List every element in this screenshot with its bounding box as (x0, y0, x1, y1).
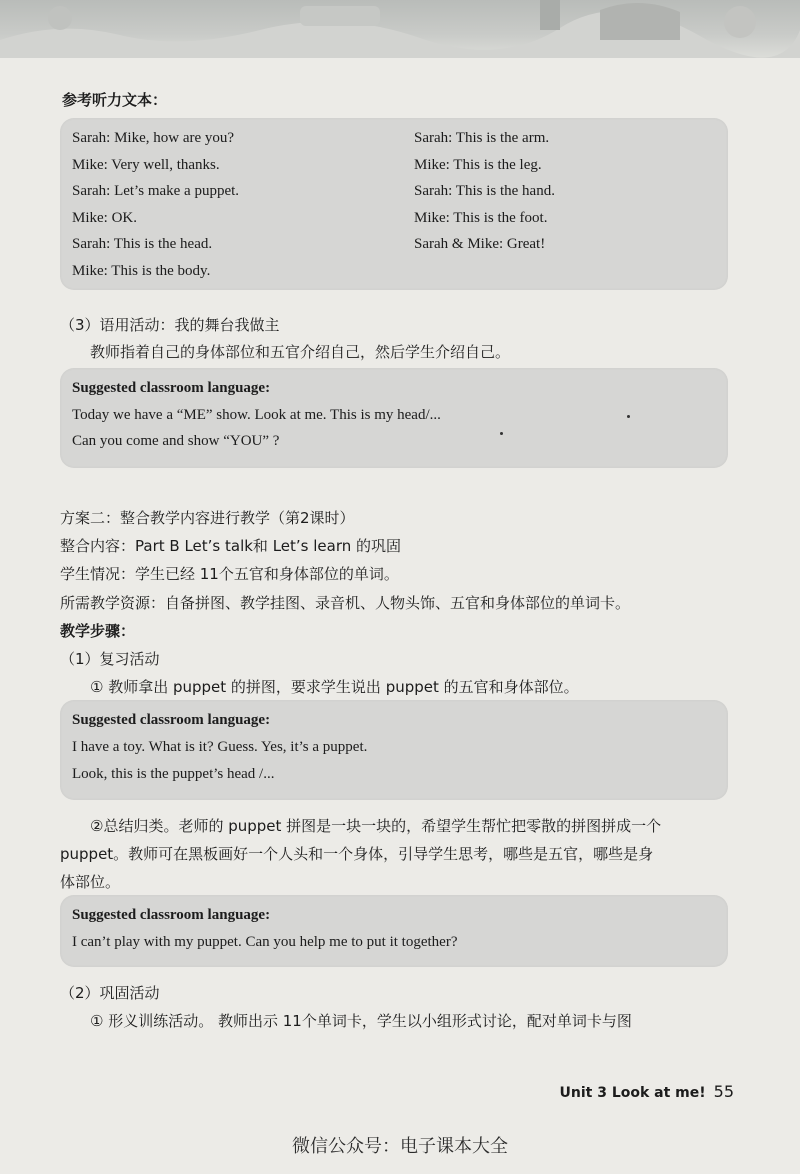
activity3-title: （3）语用活动：我的舞台我做主 (60, 316, 280, 334)
watermark-text: 微信公众号：电子课本大全 (292, 1136, 508, 1157)
step2-title: （2）巩固活动 (60, 984, 160, 1002)
activity3-desc: 教师指着自己的身体部位和五官介绍自己，然后学生介绍自己。 (90, 343, 511, 361)
step1-title: （1）复习活动 (60, 650, 160, 668)
steps-heading: 教学步骤： (60, 622, 136, 640)
dialogue-line: Sarah: Let’s make a puppet. (72, 183, 240, 199)
speck (500, 432, 503, 435)
dialogue-line: Mike: This is the foot. (414, 210, 548, 226)
box-line: Today we have a “ME” show. Look at me. This is my head/... (72, 407, 441, 423)
dialogue-line: Sarah: This is the hand. (414, 183, 555, 199)
box-line: Look, this is the puppet’s head /... (72, 766, 275, 782)
dialogue-line: Mike: OK. (72, 210, 137, 226)
box-line: Can you come and show “YOU” ? (72, 433, 280, 449)
dialogue-line: Sarah & Mike: Great! (414, 236, 546, 252)
suggested-language-box (60, 895, 728, 967)
plan2-students: 学生情况：学生已经 11个五官和身体部位的单词。 (60, 565, 399, 583)
box-title: Suggested classroom language: (72, 712, 271, 728)
plan2-title: 方案二：整合教学内容进行教学（第2课时） (60, 509, 355, 527)
page-footer (560, 1082, 735, 1101)
box-title: Suggested classroom language: (72, 907, 271, 923)
listening-heading: 参考听力文本： (62, 91, 168, 109)
unit-label: Unit 3 Look at me! (559, 1085, 706, 1101)
box-line: I can’t play with my puppet. Can you help me to put it together? (72, 934, 458, 950)
top-banner-illustration (0, 0, 800, 58)
box-title: Suggested classroom language: (72, 380, 271, 396)
dialogue-line: Mike: This is the leg. (414, 157, 542, 173)
step1-a: ① 教师拿出 puppet 的拼图，要求学生说出 puppet 的五官和身体部位。 (90, 678, 579, 696)
step1-b-line: 体部位。 (60, 873, 121, 891)
dialogue-line: Sarah: Mike, how are you? (72, 130, 235, 146)
box-line: I have a toy. What is it? Guess. Yes, it’s a puppet. (72, 739, 368, 755)
dialogue-line: Mike: This is the body. (72, 263, 211, 279)
dialogue-line: Sarah: This is the arm. (414, 130, 550, 146)
dialogue-line: Sarah: This is the head. (72, 236, 213, 252)
step2-a: ① 形义训练活动。 教师出示 11个单词卡，学生以小组形式讨论，配对单词卡与图 (90, 1012, 632, 1030)
step1-b-line: ②总结归类。老师的 puppet 拼图是一块一块的，希望学生帮忙把零散的拼图拼成一个 (90, 817, 662, 835)
speck (627, 415, 630, 418)
plan2-content: 整合内容：Part B Let’s talk和 Let’s learn 的巩固 (60, 537, 402, 555)
dialogue-line: Mike: Very well, thanks. (72, 157, 220, 173)
step1-b-line: puppet。教师可在黑板画好一个人头和一个身体，引导学生思考，哪些是五官，哪些是身 (60, 845, 654, 863)
page-number: 55 (713, 1082, 734, 1101)
plan2-resources: 所需教学资源：自备拼图、教学挂图、录音机、人物头饰、五官和身体部位的单词卡。 (60, 594, 631, 612)
